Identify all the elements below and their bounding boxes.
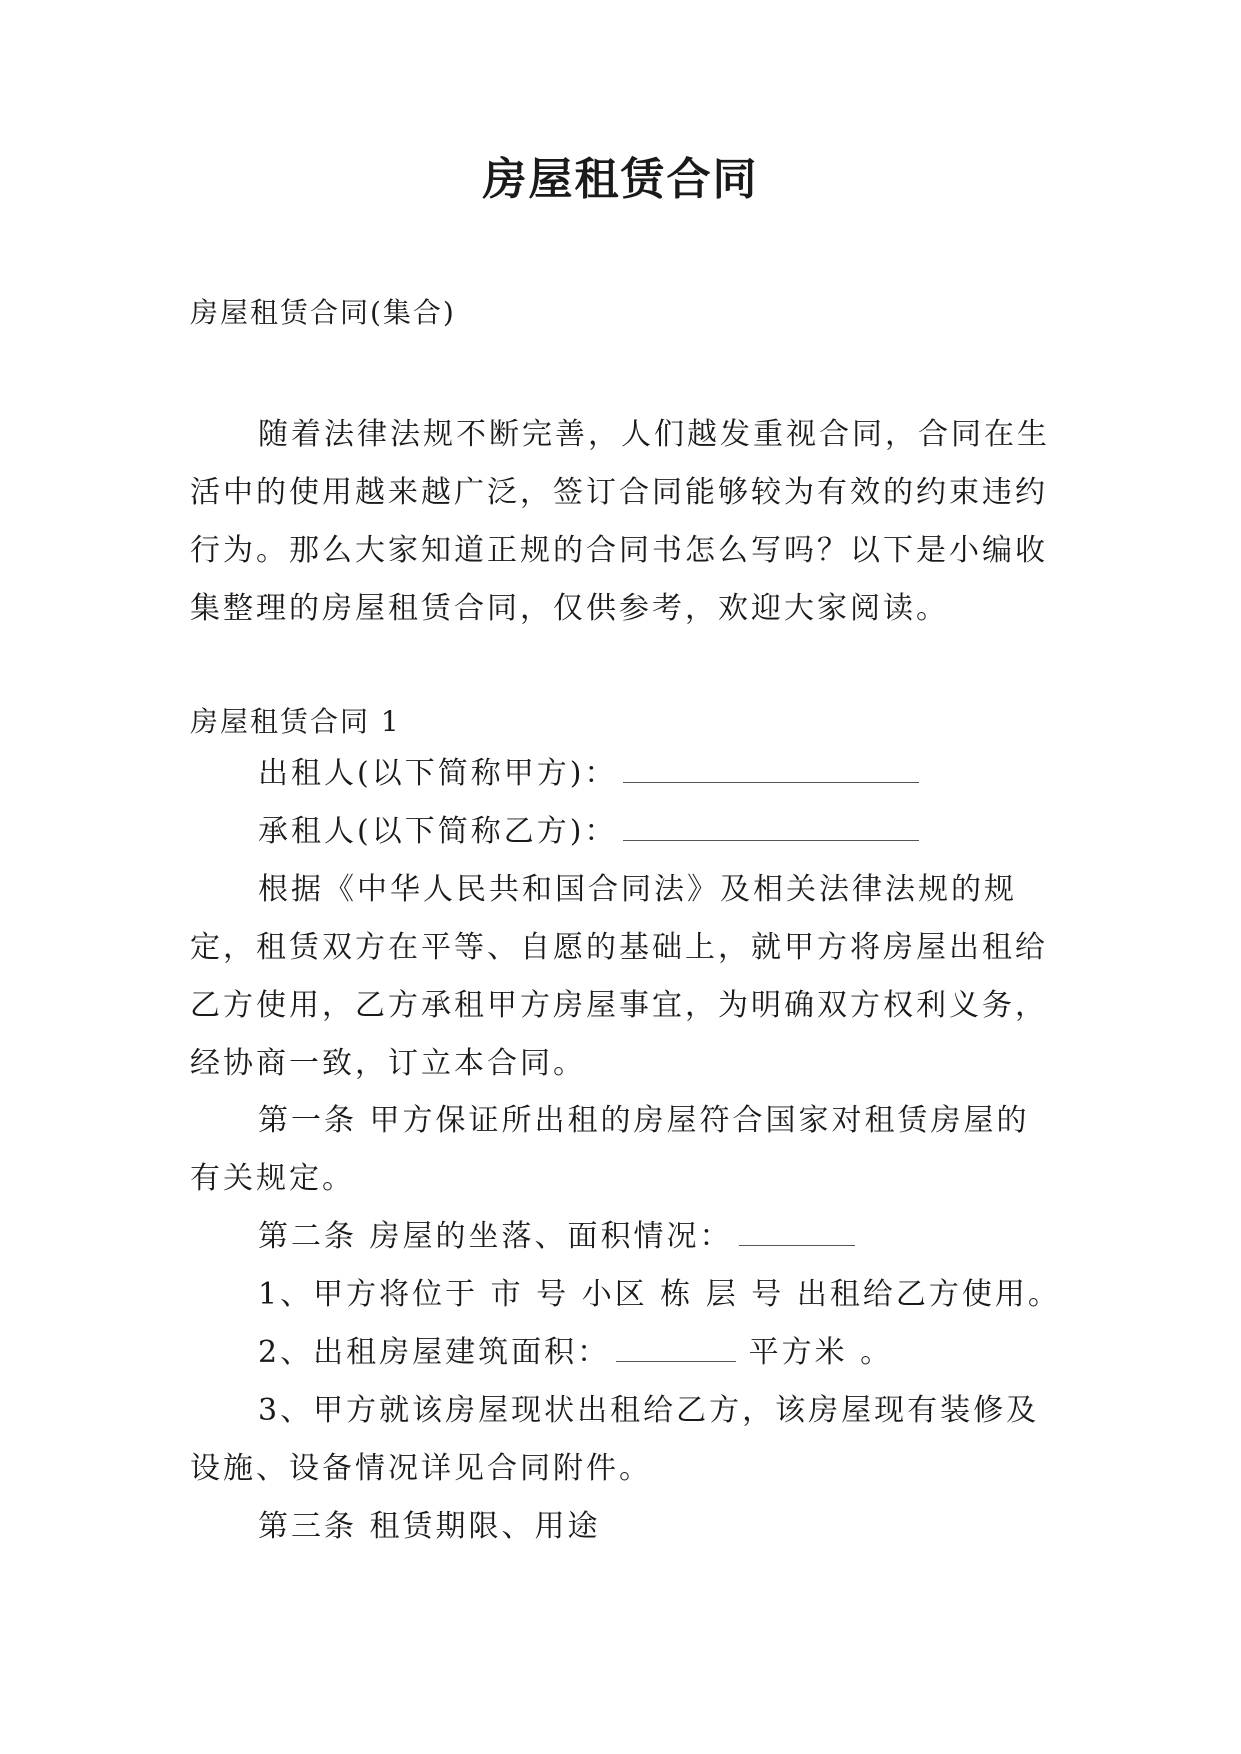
- lessee-blank: [623, 814, 919, 841]
- article-1: 第一条 甲方保证所出租的房屋符合国家对租赁房屋的有关规定。: [190, 1103, 1030, 1196]
- lessor-line: [258, 745, 919, 803]
- preamble-paragraph: 根据《中华人民共和国合同法》及相关法律法规的规定，租赁双方在平等、自愿的基础上，就甲方将房屋出租给乙方使用，乙方承租甲方房屋事宜，为明确双方权利义务，经协商一致，订立本合同。: [190, 872, 1048, 1081]
- document-title: 房屋租赁合同: [482, 154, 759, 205]
- lessor-label: 出租人(以下简称甲方)：: [258, 756, 618, 791]
- article-2-line: [258, 1208, 855, 1266]
- article-2-item-3: 3、甲方就该房屋现状出租给乙方，该房屋现有装修及设施、设备情况详见合同附件。: [190, 1393, 1040, 1486]
- article-2-item-2: [258, 1324, 893, 1382]
- article-2-label: 第二条 房屋的坐落、面积情况：: [258, 1219, 733, 1254]
- lessor-blank: [623, 756, 919, 783]
- area-label: 2、出租房屋建筑面积：: [258, 1335, 611, 1370]
- contract-heading: 房屋租赁合同 1: [190, 705, 401, 738]
- article-2-blank: [739, 1219, 855, 1246]
- area-blank: [616, 1335, 736, 1362]
- intro-paragraph: 随着法律法规不断完善，人们越发重视合同，合同在生活中的使用越来越广泛，签订合同能够较为有效的约束违约行为。那么大家知道正规的合同书怎么写吗？以下是小编收集整理的房屋租赁合同，仅供参考，欢迎大家阅读。: [190, 417, 1050, 626]
- lessee-label: 承租人(以下简称乙方)：: [258, 814, 618, 849]
- article-2-item-1: 1、甲方将位于 市 号 小区 栋 层 号 出租给乙方使用。: [258, 1277, 1061, 1312]
- lessee-line: [258, 803, 919, 861]
- area-unit: 平方米 。: [748, 1335, 894, 1370]
- article-3: 第三条 租赁期限、用途: [258, 1509, 601, 1544]
- document-subtitle: 房屋租赁合同(集合): [190, 296, 456, 329]
